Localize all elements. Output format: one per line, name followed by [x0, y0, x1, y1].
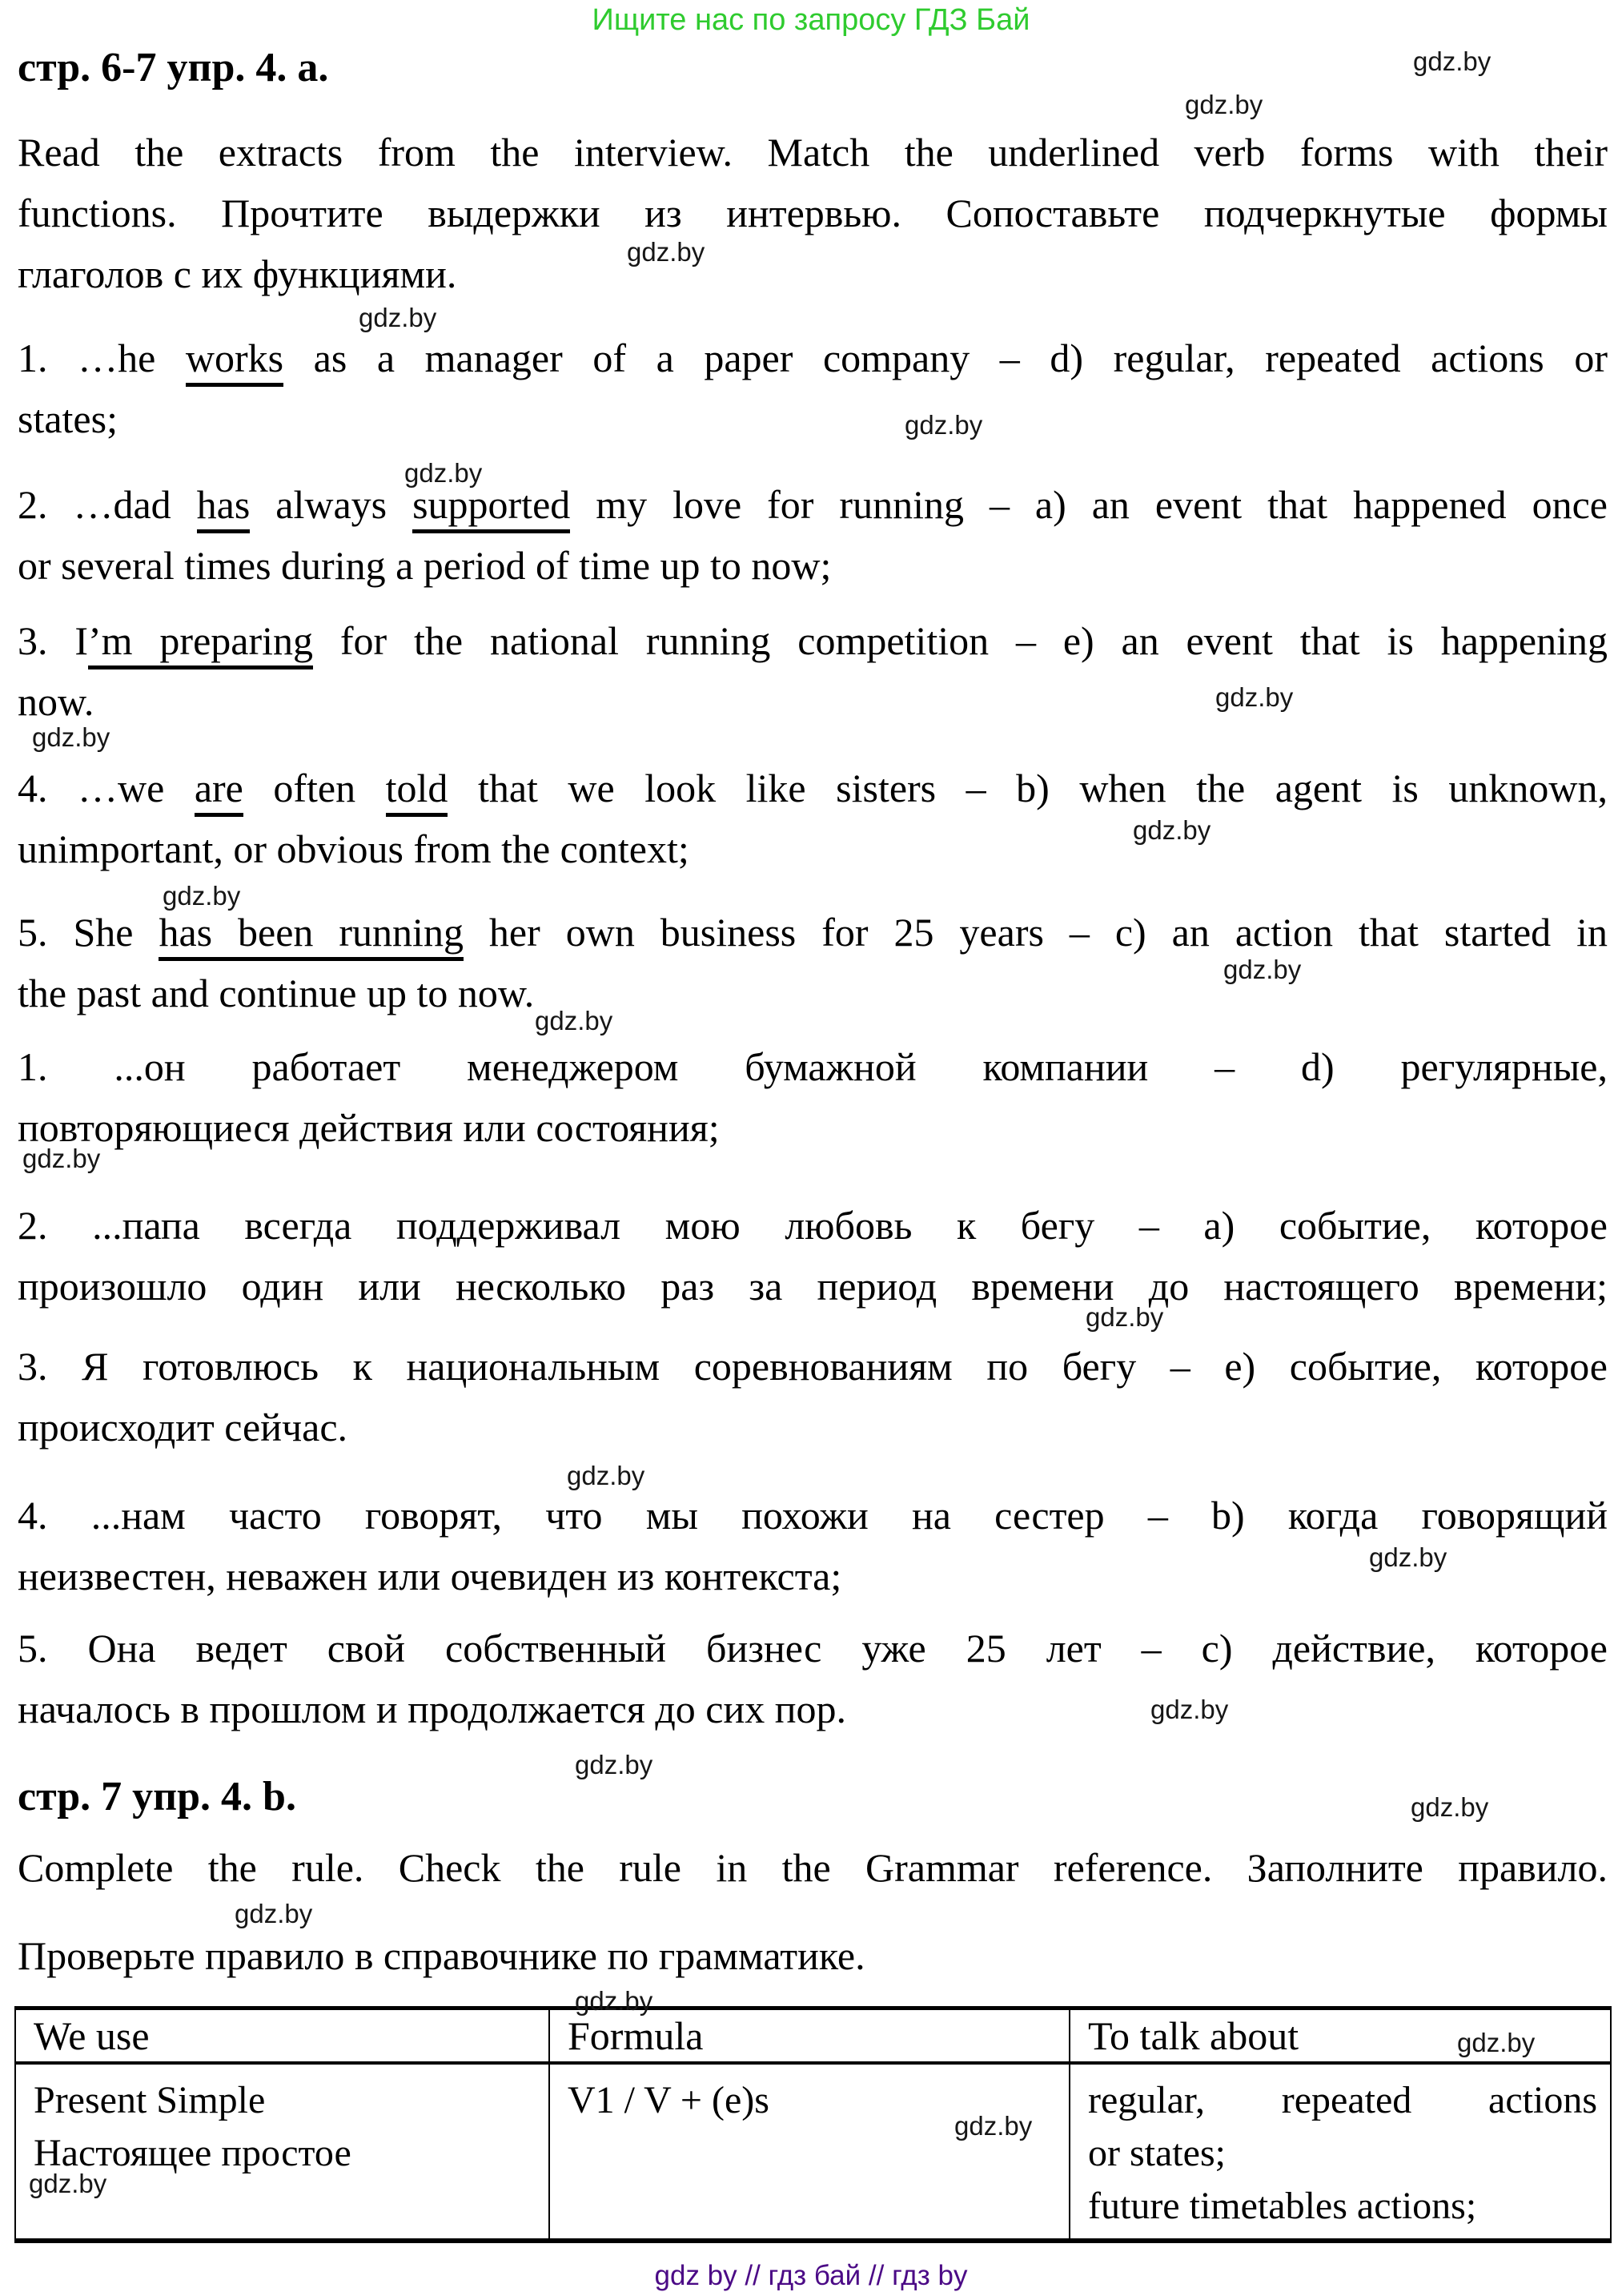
gdz-watermark: gdz.by — [1369, 1542, 1447, 1572]
exercise-item-1 — [18, 328, 1608, 449]
intro-paragraph — [18, 122, 1608, 304]
text-line — [18, 963, 1608, 1023]
heading-exercise-4b: стр. 7 упр. 4. b. — [18, 1774, 296, 1820]
translation-item-1 — [18, 1036, 1608, 1158]
heading-exercise-4a: стр. 6-7 упр. 4. а. — [18, 45, 329, 90]
text-segment: always — [250, 482, 413, 527]
text-line — [18, 758, 1608, 818]
gdz-watermark: gdz.by — [627, 237, 705, 267]
text-segment: 5. She — [18, 910, 159, 955]
text-line — [18, 671, 1608, 732]
text-line — [1088, 2127, 1597, 2180]
underlined-verb: works — [186, 336, 283, 387]
col-header-formula: Formula — [549, 2008, 1070, 2064]
text-line — [18, 1097, 1608, 1158]
text-line — [34, 2074, 536, 2127]
text-segment: 1. …he — [18, 336, 186, 380]
gdz-watermark: gdz.by — [1413, 46, 1492, 76]
underlined-verb: has been running — [159, 910, 464, 961]
gdz-watermark: gdz.by — [1185, 90, 1263, 119]
text-segment: произошло один или несколько раз за период времени до настоящего времени; — [18, 1264, 1608, 1309]
col-header-we-use: We use — [15, 2008, 549, 2064]
text-segment: now. — [18, 679, 94, 724]
text-line — [18, 1336, 1608, 1397]
gdz-watermark: gdz.by — [235, 1899, 313, 1928]
text-segment: unimportant, or obvious from the context; — [18, 826, 689, 871]
text-segment: 5. Она ведет свой собственный бизнес уже 25 лет – с) действие, которое — [18, 1626, 1608, 1671]
translation-item-5 — [18, 1618, 1608, 1739]
text-line — [18, 122, 1608, 183]
text-line — [18, 902, 1608, 963]
translation-item-2 — [18, 1195, 1608, 1317]
grammar-rule-table — [14, 2006, 1612, 2243]
text-segment: V1 / V + (e)s — [568, 2079, 769, 2121]
text-segment: 2. ...папа всегда поддерживал мою любовь к бегу – а) событие, которое — [18, 1203, 1608, 1248]
underlined-verb: are — [195, 766, 243, 817]
exercise-item-3 — [18, 610, 1608, 732]
text-line — [18, 1256, 1608, 1317]
gdz-watermark: gdz.by — [29, 2169, 107, 2198]
text-line — [18, 610, 1608, 671]
text-segment: Complete the rule. Check the rule in the Grammar reference. Заполните правило. — [18, 1845, 1608, 1890]
cell-formula — [549, 2063, 1070, 2241]
text-segment: 4. ...нам часто говорят, что мы похожи на сестер – b) когда говорящий — [18, 1493, 1608, 1538]
gdz-watermark: gdz.by — [1150, 1695, 1229, 1724]
text-segment: my love for running – a) an event that happened once — [570, 482, 1608, 527]
gdz-watermark: gdz.by — [1215, 682, 1294, 712]
text-segment: 3. Я готовлюсь к национальным соревнованиям по бегу – е) событие, которое — [18, 1344, 1608, 1389]
translation-item-3 — [18, 1336, 1608, 1458]
exercise-item-2 — [18, 474, 1608, 596]
text-segment: неизвестен, неважен или очевиден из контекста; — [18, 1554, 842, 1598]
text-segment: regular, repeated actions — [1088, 2079, 1597, 2121]
site-banner: Ищите нас по запросу ГДЗ Бай — [592, 3, 1030, 37]
text-segment: происходит сейчас. — [18, 1405, 348, 1450]
rule-instruction-ru — [18, 1925, 1608, 1986]
text-line — [1088, 2180, 1597, 2233]
gdz-watermark: gdz.by — [1223, 955, 1302, 984]
gdz-watermark: gdz.by — [359, 303, 437, 332]
text-segment: functions. Прочтите выдержки из интервью. Сопоставьте подчеркнутые формы — [18, 191, 1608, 235]
table-row — [15, 2063, 1611, 2241]
underlined-verb: supported — [412, 482, 570, 533]
text-segment: or states; — [1088, 2132, 1226, 2174]
text-line — [34, 2127, 536, 2180]
gdz-watermark: gdz.by — [575, 1986, 653, 2016]
text-line — [18, 243, 1608, 304]
text-segment: her own business for 25 years – c) an action that started in — [463, 910, 1608, 955]
table-header-row — [15, 2008, 1611, 2064]
text-line — [18, 328, 1608, 388]
text-segment: 1. ...он работает менеджером бумажной компании – d) регулярные, — [18, 1044, 1608, 1089]
footer-watermark: gdz by // гдз бай // гдз by — [654, 2260, 968, 2291]
exercise-item-4 — [18, 758, 1608, 879]
gdz-watermark: gdz.by — [567, 1461, 645, 1490]
gdz-watermark: gdz.by — [1457, 2028, 1536, 2057]
text-line — [18, 388, 1608, 449]
text-line — [1088, 2074, 1597, 2127]
text-line — [18, 1837, 1608, 1898]
text-segment: states; — [18, 396, 118, 441]
text-line — [18, 535, 1608, 596]
text-segment: future timetables actions; — [1088, 2185, 1477, 2227]
gdz-watermark: gdz.by — [1086, 1302, 1164, 1332]
text-line — [18, 183, 1608, 243]
text-segment: началось в прошлом и продолжается до сих пор. — [18, 1687, 846, 1731]
gdz-watermark: gdz.by — [22, 1144, 101, 1173]
text-segment: the past and continue up to now. — [18, 971, 535, 1015]
text-line — [18, 818, 1608, 879]
gdz-watermark: gdz.by — [163, 881, 241, 911]
cell-usage — [1070, 2063, 1611, 2241]
text-line — [18, 474, 1608, 535]
text-line — [18, 1485, 1608, 1546]
gdz-watermark: gdz.by — [954, 2111, 1033, 2141]
underlined-verb: ’m preparing — [88, 618, 313, 669]
text-segment: Present Simple — [34, 2079, 266, 2121]
text-segment: or several times during a period of time up to now; — [18, 543, 832, 588]
text-segment: that we look like sisters – b) when the agent is unknown, — [448, 766, 1608, 810]
text-segment: Read the extracts from the interview. Match the underlined verb forms with their — [18, 130, 1608, 175]
gdz-watermark: gdz.by — [575, 1750, 653, 1779]
text-segment: Проверьте правило в справочнике по грамматике. — [18, 1933, 865, 1978]
gdz-watermark: gdz.by — [905, 410, 983, 440]
text-line — [18, 1036, 1608, 1097]
cell-tense — [15, 2063, 549, 2241]
text-line — [18, 1925, 1608, 1986]
text-segment: повторяющиеся действия или состояния; — [18, 1105, 720, 1150]
col-header-to-talk-about: To talk about — [1070, 2008, 1611, 2064]
text-segment: as a manager of a paper company – d) regular, repeated actions or — [283, 336, 1608, 380]
text-segment: often — [243, 766, 386, 810]
text-line — [18, 1679, 1608, 1739]
text-segment: for the national running competition – e) an event that is happening — [313, 618, 1608, 663]
rule-instruction-en — [18, 1837, 1608, 1898]
text-segment: 2. …dad — [18, 482, 197, 527]
text-segment: глаголов с их функциями. — [18, 251, 457, 296]
text-line — [18, 1195, 1608, 1256]
gdz-watermark: gdz.by — [1133, 815, 1211, 845]
underlined-verb: told — [386, 766, 448, 817]
gdz-watermark: gdz.by — [32, 722, 110, 752]
text-line — [18, 1397, 1608, 1458]
text-segment: 4. …we — [18, 766, 195, 810]
text-segment: 3. I — [18, 618, 89, 663]
gdz-watermark: gdz.by — [1411, 1792, 1489, 1822]
gdz-watermark: gdz.by — [535, 1006, 613, 1035]
gdz-watermark: gdz.by — [404, 458, 483, 488]
text-segment: Настоящее простое — [34, 2132, 351, 2174]
exercise-item-5 — [18, 902, 1608, 1023]
text-line — [18, 1618, 1608, 1679]
underlined-verb: has — [197, 482, 251, 533]
